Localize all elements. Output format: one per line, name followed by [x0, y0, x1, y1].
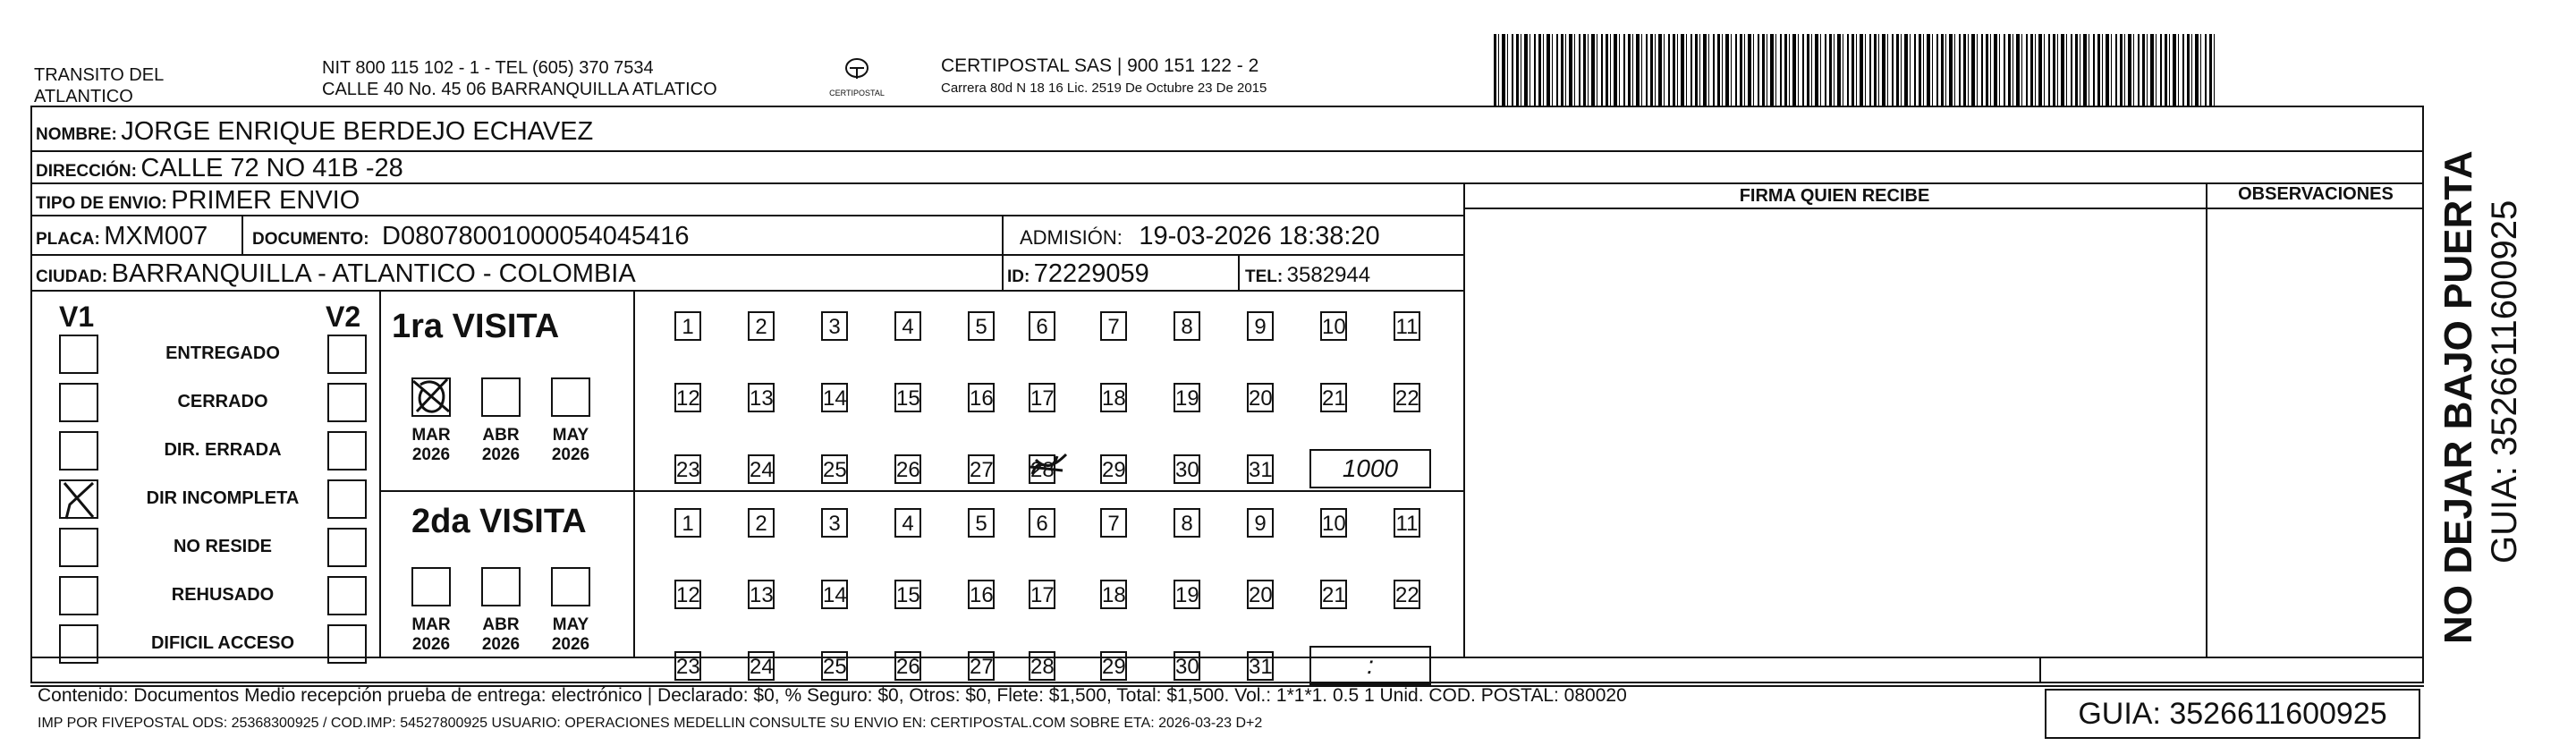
second-visit-day-box[interactable]: 22	[1394, 580, 1420, 609]
id-label: ID:	[1007, 267, 1030, 286]
first-visit-day-box[interactable]: 10	[1320, 311, 1347, 341]
no-dejar-bajo-puerta: NO DEJAR BAJO PUERTA	[2436, 150, 2480, 644]
ciudad-field	[36, 259, 636, 289]
second-visit-day-box[interactable]: 14	[821, 580, 848, 609]
first-visit-day-box[interactable]: 12	[674, 383, 701, 412]
first-visit-day-box[interactable]: 11	[1394, 311, 1420, 341]
certipostal-logo	[821, 57, 893, 97]
second-visit-day-box[interactable]: 9	[1247, 508, 1274, 538]
firma-header: FIRMA QUIEN RECIBE	[1739, 186, 1930, 206]
documento-field	[252, 222, 690, 251]
second-visit-day-box[interactable]: 26	[894, 651, 921, 681]
v1-checkbox[interactable]	[59, 528, 98, 567]
v2-checkbox[interactable]	[327, 335, 367, 374]
nombre-label: NOMBRE:	[36, 125, 117, 144]
first-visit-day-box[interactable]: 17	[1029, 383, 1055, 412]
documento-value: D08078001000054045416	[382, 222, 690, 250]
observaciones-area[interactable]	[2209, 211, 2420, 653]
first-visit-day-box[interactable]: 14	[821, 383, 848, 412]
nombre-value: JORGE ENRIQUE BERDEJO ECHAVEZ	[121, 117, 594, 146]
status-label: NO RESIDE	[173, 537, 273, 556]
observaciones-header: OBSERVACIONES	[2238, 184, 2394, 204]
company-address: Carrera 80d N 18 16 Lic. 2519 De Octubre 23 De 2015	[941, 81, 1267, 96]
second-visit-day-box[interactable]: 29	[1100, 651, 1127, 681]
second-visit-day-box[interactable]: 4	[894, 508, 921, 538]
second-visit-day-box[interactable]: 23	[674, 651, 701, 681]
first-visit-day-box[interactable]: 3	[821, 311, 848, 341]
guia-box: GUIA: 3526611600925	[2045, 689, 2420, 739]
address-line: CALLE 40 No. 45 06 BARRANQUILLA ATLATICO	[322, 80, 717, 99]
month-year: 2026	[411, 445, 451, 464]
first-visit-day-box[interactable]: 18	[1100, 383, 1127, 412]
first-visit-day-box[interactable]: 7	[1100, 311, 1127, 341]
v1-label: V1	[59, 301, 95, 333]
first-visit-day-box[interactable]: 26	[894, 454, 921, 484]
first-visit-month-checkbox[interactable]	[551, 377, 590, 417]
nit-line: NIT 800 115 102 - 1 - TEL (605) 370 7534	[322, 58, 654, 78]
nombre-row	[36, 117, 593, 147]
second-visit-day-box[interactable]: 3	[821, 508, 848, 538]
handwritten-month-mark	[408, 372, 456, 420]
barcode	[1494, 34, 2216, 106]
logo-text: CERTIPOSTAL	[829, 89, 885, 97]
second-visit-month-label	[404, 615, 458, 655]
status-label: DIR INCOMPLETA	[146, 488, 300, 508]
sender-line-2: ATLANTICO	[34, 87, 133, 106]
second-visit-day-box[interactable]: 2	[748, 508, 775, 538]
direccion-value: CALLE 72 NO 41B -28	[140, 154, 403, 182]
first-visit-day-box[interactable]: 13	[748, 383, 775, 412]
v2-checkbox[interactable]	[327, 576, 367, 615]
v1-checkbox[interactable]	[59, 431, 98, 470]
status-label: DIFICIL ACCESO	[150, 633, 294, 653]
second-visit-day-box[interactable]: 10	[1320, 508, 1347, 538]
v2-checkbox[interactable]	[327, 624, 367, 664]
documento-label: DOCUMENTO:	[252, 230, 369, 249]
month-name: ABR	[482, 426, 520, 445]
first-visit-month-checkbox[interactable]	[481, 377, 521, 417]
v2-checkbox[interactable]	[327, 431, 367, 470]
first-visit-day-box[interactable]: 2	[748, 311, 775, 341]
first-visit-day-box[interactable]: 16	[968, 383, 995, 412]
v1-checkbox[interactable]	[59, 383, 98, 422]
second-visit-day-box[interactable]: 6	[1029, 508, 1055, 538]
placa-label: PLACA:	[36, 230, 100, 249]
first-visit-day-box[interactable]: 15	[894, 383, 921, 412]
first-visit-day-box[interactable]: 20	[1247, 383, 1274, 412]
contenido-line: Contenido: Documentos Medio recepción prueba de entrega: electrónico | Declarado: $0, % Seguro: $0, Otros: $0, Flete: $1,500, Total: $1,500. Vol.: 1*1*1. 0.5 1 Unid. COD. POSTAL: 080020	[38, 685, 1627, 706]
company-line: CERTIPOSTAL SAS | 900 151 122 - 2	[941, 55, 1259, 76]
status-label: DIR. ERRADA	[164, 440, 282, 460]
first-visit-day-box[interactable]: 25	[821, 454, 848, 484]
firma-area[interactable]	[1467, 215, 2200, 653]
second-visit-day-box[interactable]: 18	[1100, 580, 1127, 609]
first-visit-day-box[interactable]: 31	[1247, 454, 1274, 484]
direccion-label: DIRECCIÓN:	[36, 162, 137, 181]
month-name: MAR	[411, 426, 451, 445]
tipo-label: TIPO DE ENVIO:	[36, 194, 167, 213]
sender-contact	[322, 57, 717, 100]
second-visit-day-box[interactable]: 11	[1394, 508, 1420, 538]
second-visit-day-box[interactable]: 16	[968, 580, 995, 609]
second-visit-day-box[interactable]: 30	[1174, 651, 1200, 681]
admision-label: ADMISIÓN:	[1020, 226, 1123, 249]
ciudad-label: CIUDAD:	[36, 267, 108, 286]
second-visit-month-checkbox[interactable]	[411, 567, 451, 606]
side-guia: GUIA: 3526611600925	[2485, 199, 2524, 564]
second-visit-time-box[interactable]: :	[1309, 646, 1431, 685]
second-visit-month-label	[544, 615, 597, 655]
admision-value: 19-03-2026 18:38:20	[1139, 222, 1380, 250]
first-visit-day-box[interactable]: 1	[674, 311, 701, 341]
first-visit-day-box[interactable]: 4	[894, 311, 921, 341]
second-visit-day-box[interactable]: 13	[748, 580, 775, 609]
second-visit-day-box[interactable]: 17	[1029, 580, 1055, 609]
second-visit-day-box[interactable]: 27	[968, 651, 995, 681]
month-year: 2026	[481, 445, 521, 464]
first-visit-day-box[interactable]: 21	[1320, 383, 1347, 412]
v1-checkbox[interactable]	[59, 576, 98, 615]
logo-icon	[839, 57, 875, 84]
second-visit-day-box[interactable]: 21	[1320, 580, 1347, 609]
first-visit-day-box[interactable]: 30	[1174, 454, 1200, 484]
second-visit-day-box[interactable]: 19	[1174, 580, 1200, 609]
second-visit-month-checkbox[interactable]	[551, 567, 590, 606]
month-name: MAY	[552, 426, 589, 445]
month-name: MAR	[411, 615, 451, 634]
first-visit-day-box[interactable]: 29	[1100, 454, 1127, 484]
first-visit-day-box[interactable]: 8	[1174, 311, 1200, 341]
handwritten-check-mark	[57, 478, 102, 522]
second-visit-day-box[interactable]: 25	[821, 651, 848, 681]
v2-checkbox[interactable]	[327, 383, 367, 422]
second-visit-day-box[interactable]: 15	[894, 580, 921, 609]
tel-value: 3582944	[1286, 263, 1371, 287]
month-year: 2026	[551, 445, 590, 464]
first-visit-month-label	[404, 426, 458, 465]
id-field	[1007, 259, 1149, 289]
company-info	[941, 55, 1267, 96]
second-visit-day-box[interactable]: 12	[674, 580, 701, 609]
first-visit-day-box[interactable]: 19	[1174, 383, 1200, 412]
first-visit-day-box[interactable]: 24	[748, 454, 775, 484]
tel-label: TEL:	[1245, 267, 1284, 286]
v2-checkbox[interactable]	[327, 479, 367, 519]
tel-field	[1245, 263, 1370, 288]
ciudad-value: BARRANQUILLA - ATLANTICO - COLOMBIA	[111, 259, 636, 288]
second-visit-month-label	[474, 615, 528, 655]
sender-name	[34, 64, 164, 107]
second-visit-day-box[interactable]: 20	[1247, 580, 1274, 609]
month-name: ABR	[482, 615, 520, 634]
v1-checkbox[interactable]	[59, 624, 98, 664]
second-visit-day-box[interactable]: 31	[1247, 651, 1274, 681]
status-label: REHUSADO	[171, 585, 275, 605]
sender-line-1: TRANSITO DEL	[34, 65, 165, 85]
first-visit-day-box[interactable]: 23	[674, 454, 701, 484]
imp-line: IMP POR FIVEPOSTAL ODS: 25368300925 / COD.IMP: 54527800925 USUARIO: OPERACIONES MEDELLIN CONSULTE SU ENVIO EN: CERTIPOSTAL.COM SOBRE ETA: 2026-03-23 D+2	[38, 716, 1263, 731]
month-year: 2026	[411, 635, 451, 654]
v2-label: V2	[326, 301, 361, 333]
id-value: 72229059	[1033, 259, 1149, 288]
first-visit-day-box[interactable]: 28	[1029, 454, 1055, 484]
first-visit-day-box[interactable]: 9	[1247, 311, 1274, 341]
status-label: ENTREGADO	[165, 343, 280, 363]
second-visit-day-box[interactable]: 24	[748, 651, 775, 681]
second-visit-day-box[interactable]: 28	[1029, 651, 1055, 681]
first-visit-day-box[interactable]: 27	[968, 454, 995, 484]
first-visit-day-box[interactable]: 5	[968, 311, 995, 341]
second-visit-day-box[interactable]: 5	[968, 508, 995, 538]
handwritten-day-mark	[1027, 447, 1072, 483]
first-visit-month-label	[474, 426, 528, 465]
placa-field	[36, 222, 208, 251]
first-visit-day-box[interactable]: 22	[1394, 383, 1420, 412]
second-visit-month-checkbox[interactable]	[481, 567, 521, 606]
tipo-value: PRIMER ENVIO	[171, 186, 360, 215]
first-visit-time-box[interactable]: 1000	[1309, 449, 1431, 488]
second-visit-day-box[interactable]: 1	[674, 508, 701, 538]
first-visit-title: 1ra VISITA	[392, 308, 560, 345]
second-visit-day-box[interactable]: 8	[1174, 508, 1200, 538]
status-label: CERRADO	[177, 392, 268, 411]
direccion-row	[36, 154, 403, 183]
tipo-row	[36, 186, 360, 216]
second-visit-day-box[interactable]: 7	[1100, 508, 1127, 538]
first-visit-month-label	[544, 426, 597, 465]
admision-field	[1020, 222, 1380, 251]
second-visit-title: 2da VISITA	[411, 503, 587, 540]
v2-checkbox[interactable]	[327, 528, 367, 567]
first-visit-day-box[interactable]: 6	[1029, 311, 1055, 341]
placa-value: MXM007	[104, 222, 208, 250]
v1-checkbox[interactable]	[59, 335, 98, 374]
month-name: MAY	[552, 615, 589, 634]
month-year: 2026	[481, 635, 521, 654]
month-year: 2026	[551, 635, 590, 654]
